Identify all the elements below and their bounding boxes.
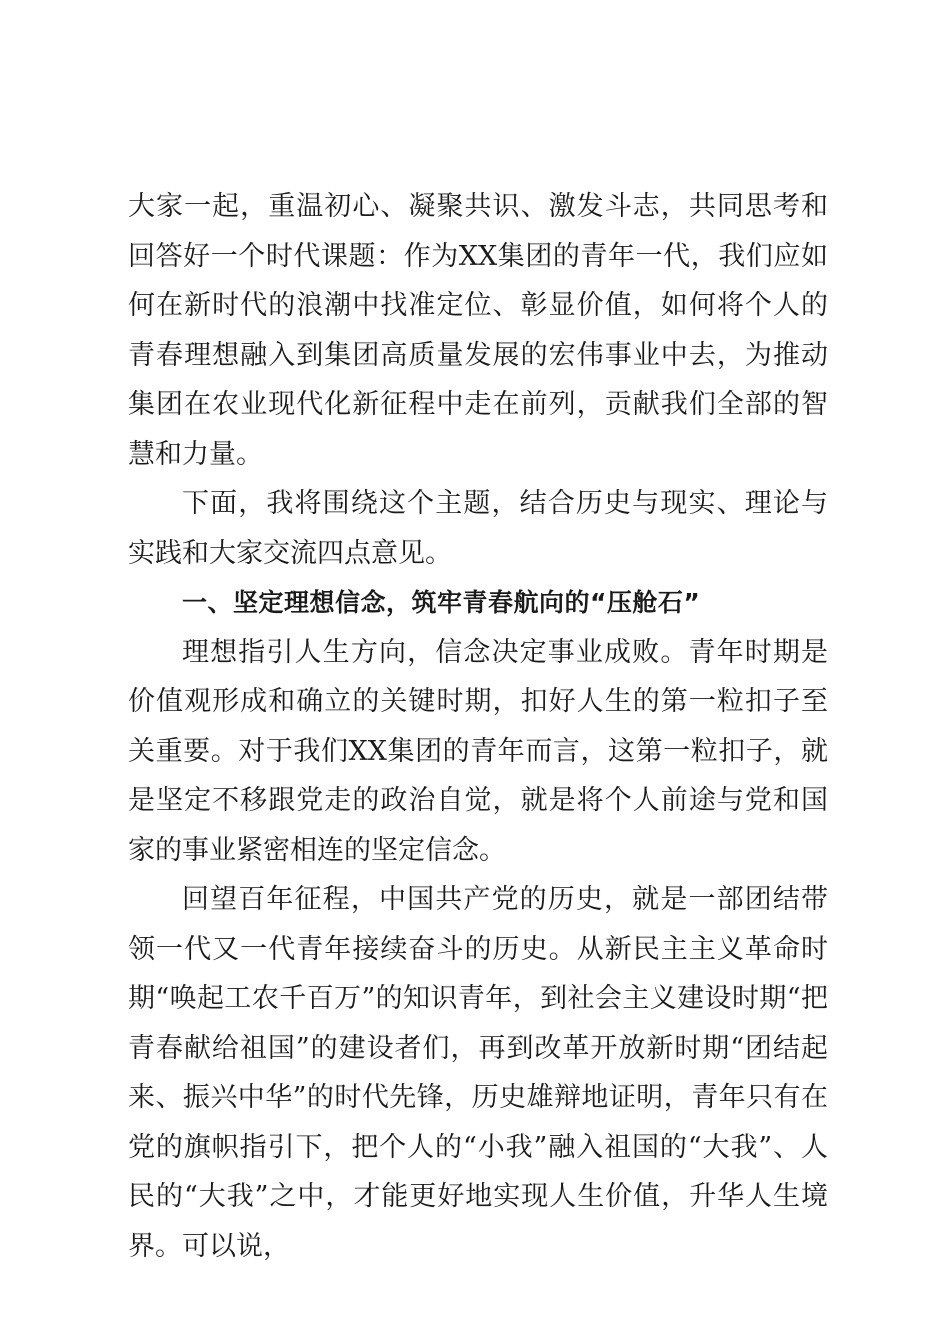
document-body: [128, 182, 828, 1271]
paragraph-intro: 下面，我将围绕这个主题，结合历史与现实、理论与实践和大家交流四点意见。: [128, 488, 828, 569]
section-heading-1: 一、坚定理想信念，筑牢青春航向的“压舱石”: [182, 588, 701, 617]
paragraph-history: 回望百年征程，中国共产党的历史，就是一部团结带领一代又一代青年接续奋斗的历史。从新民主主义革命时期“唤起工农千百万”的知识青年，到社会主义建设时期“把青春献给祖国”的建设者们，再到改革开放新时期“团结起来、振兴中华”的时代先锋，历史雄辩地证明，青年只有在党的旗帜指引下，把个人的“小我”融入祖国的“大我”、人民的“大我”之中，才能更好地实现人生价值，升华人生境界。可以说，: [128, 884, 828, 1262]
paragraph-continuation: 大家一起，重温初心、凝聚共识、激发斗志，共同思考和回答好一个时代课题：作为XX集团的青年一代，我们应如何在新时代的浪潮中找准定位、彰显价值，如何将个人的青春理想融入到集团高质量发展的宏伟事业中去，为推动集团在农业现代化新征程中走在前列，贡献我们全部的智慧和力量。: [128, 191, 828, 470]
paragraph-ideals: 理想指引人生方向，信念决定事业成败。青年时期是价值观形成和确立的关键时期，扣好人生的第一粒扣子至关重要。对于我们XX集团的青年而言，这第一粒扣子，就是坚定不移跟党走的政治自觉，就是将个人前途与党和国家的事业紧密相连的坚定信念。: [128, 636, 828, 866]
